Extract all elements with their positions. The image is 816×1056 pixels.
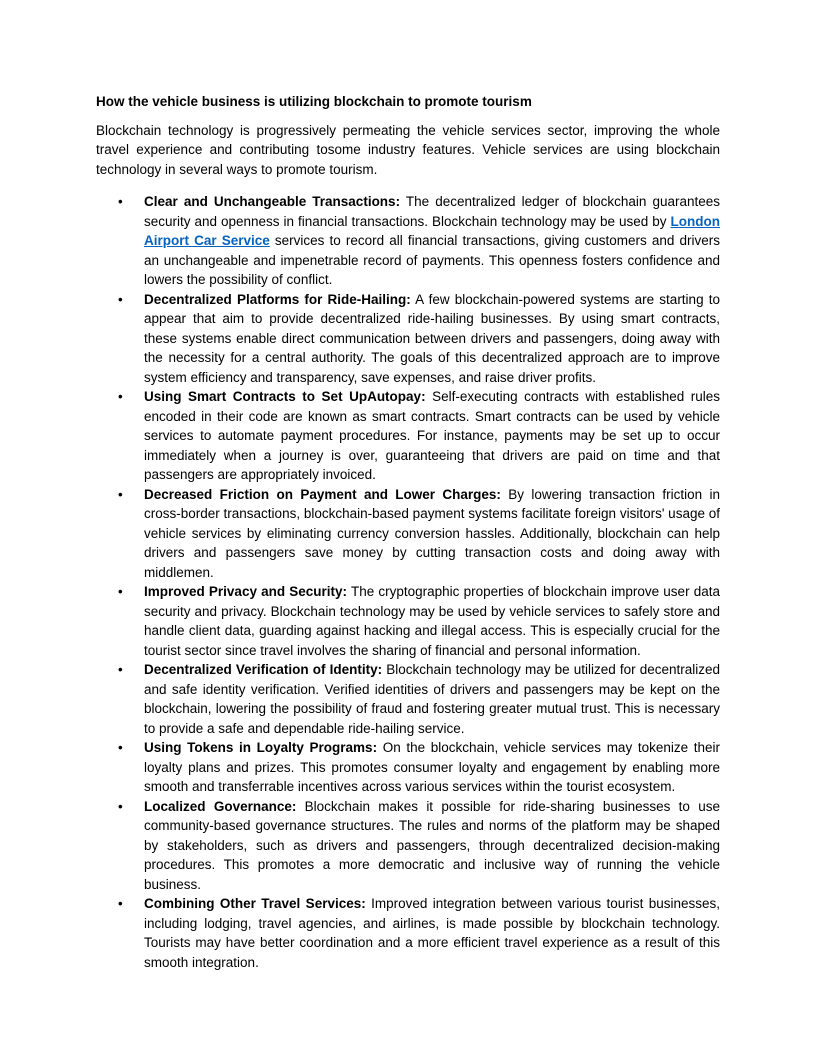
intro-paragraph: Blockchain technology is progressively permeating the vehicle services sector, improving the whole travel experience and contributing tosome industry features. Vehicle services are using blockchain technology in several ways to promote tourism. [96, 122, 720, 177]
item-heading: Improved Privacy and Security: [144, 584, 348, 599]
item-heading: Using Tokens in Loyalty Programs: [144, 740, 378, 755]
item-text: A few blockchain-powered systems are starting to appear that aim to provide decentralized ride-hailing businesses. By using smart contracts, these systems enable direct communication between drivers and passengers, doing away with the necessity for a central authority. The goals of this decentralized approach are to improve system efficiency and transparency, save expenses, and raise driver profits. [144, 291, 720, 385]
item-text: The decentralized ledger of blockchain guarantees security and openness in financial transactions. Blockchain technology may be used by [144, 194, 720, 229]
bullet-icon: • [118, 896, 123, 911]
item-heading: Combining Other Travel Services: [144, 896, 366, 911]
list-item [96, 797, 720, 895]
list-item [96, 738, 720, 797]
item-heading: Clear and Unchangeable Transactions: [144, 194, 401, 209]
list-item [96, 660, 720, 738]
item-heading: Decreased Friction on Payment and Lower Charges: [144, 486, 501, 502]
item-text: On the blockchain, vehicle services may tokenize their loyalty plans and prizes. This promotes consumer loyalty and engagement by enabling more smooth and transferrable incentives across various services within the tourist ecosystem. [144, 740, 720, 794]
bullet-icon: • [118, 194, 123, 209]
item-heading: Decentralized Platforms for Ride-Hailing: [144, 291, 411, 307]
item-heading: Decentralized Verification of Identity: [144, 662, 383, 677]
list-item [96, 290, 720, 388]
bullet-icon: • [118, 291, 123, 307]
item-text: Improved integration between various tourist businesses, including lodging, travel agencies, and airlines, is made possible by blockchain technology. Tourists may have better coordination and a more efficient travel experience as a result of this smooth integration. [144, 896, 720, 970]
list-item [96, 894, 720, 972]
item-text: The cryptographic properties of blockchain improve user data security and privacy. Blockchain technology may be used by vehicle services to safely store and handle client data, guarding against hacking and illegal access. This is especially crucial for the tourist sector since travel involves the sharing of financial and personal information. [144, 584, 720, 658]
london-airport-car-service-link[interactable]: London Airport Car Service [144, 213, 720, 248]
bullet-icon: • [118, 662, 123, 677]
list-item [96, 485, 720, 583]
bullet-icon: • [118, 486, 123, 502]
list-item [96, 582, 720, 660]
item-text: Self-executing contracts with established rules encoded in their code are known as smart contracts. Smart contracts can be used by vehicle services to automate payment procedures. For instance, payments may be set up to occur immediately when a journey is over, guaranteeing that drivers are paid on time and that passengers are appropriately invoiced. [144, 389, 720, 482]
item-heading: Localized Governance: [144, 798, 297, 814]
document-title: How the vehicle business is utilizing blockchain to promote tourism [96, 94, 532, 109]
item-text: By lowering transaction friction in cross-border transactions, blockchain-based payment systems facilitate foreign visitors' usage of vehicle services by eliminating currency conversion hassles. Additionally, blockchain can help drivers and passengers save money by cutting transaction costs and doing away with middlemen. [144, 486, 720, 580]
bullet-list [96, 192, 720, 972]
document-page [96, 92, 720, 972]
bullet-icon: • [118, 584, 123, 599]
item-text: Blockchain makes it possible for ride-sharing businesses to use community-based governance structures. The rules and norms of the platform may be shaped by stakeholders, such as drivers and passengers, through decentralized decision-making procedures. This promotes a more democratic and inclusive way of running the vehicle business. [144, 798, 721, 892]
bullet-icon: • [118, 389, 123, 404]
list-item [96, 192, 720, 290]
bullet-icon: • [118, 740, 123, 755]
bullet-icon: • [118, 798, 123, 814]
item-text: services to record all financial transactions, giving customers and drivers an unchangeable and impenetrable record of payments. This openness fosters confidence and lowers the possibility of conflict. [144, 233, 720, 287]
item-text: Blockchain technology may be utilized for decentralized and safe identity verification. Verified identities of drivers and passengers may be kept on the blockchain, lowering the possibility of fraud and fostering greater mutual trust. This is necessary to provide a safe and dependable ride-hailing service. [144, 662, 720, 736]
item-heading: Using Smart Contracts to Set UpAutopay: [144, 389, 426, 404]
list-item [96, 387, 720, 485]
